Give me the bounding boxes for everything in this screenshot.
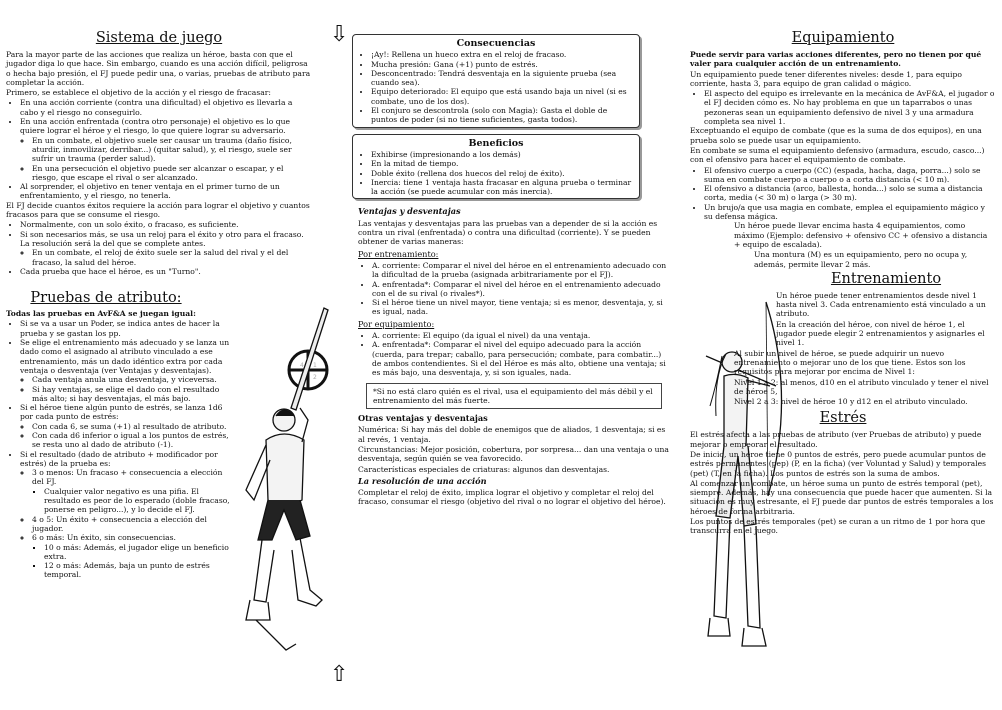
list-item: ◦ 4 o 5: Un éxito + consecuencia a elección del jugador.: [32, 515, 236, 534]
st-text: El estrés afecta a las pruebas de atributo (ver Pruebas de atributo) y puede mejorar o empeorar el resultado.: [690, 430, 982, 449]
list-item: • El aspecto del equipo es irrelevante en la mecánica de AvF&A, el jugador o el FJ deciden cómo es. No hay problema en que un taparrabos o unas pezoneras sean un equipamiento defensivo de nivel 3 y una armadura completa sea nivel 1.: [704, 89, 996, 126]
list-item: ◦ En un combate, el reloj de éxito suele ser la salud del rival y el del fracaso, la salud del héroe.: [32, 248, 312, 267]
decide-text: El FJ decide cuantos éxitos requiere la acción para lograr el objetivo y cuantos fracasos para que se consume el riesgo.: [6, 200, 310, 220]
beneficios-box: [352, 134, 640, 200]
list-item: • En una acción enfrentada (contra otro personaje) el objetivo es lo que quiere lograr el héroe y el riesgo, lo que quiere lograr su adversario. ◦ En un combate, el objetivo suele ser causar un trauma (daño físico, aturdir, inmovilizar, derribar...) (quitar salud), y, el riesgo, suele ser sufrir un trauma (perder salud). ◦ En una persecución el objetivo puede ser alcanzar o escapar, y el riesgo, que escape el rival o ser alcanzado.: [20, 117, 312, 182]
dial-number: 4: [300, 362, 304, 369]
column-consecuencias: [330, 0, 670, 508]
list-item: • Si el resultado (dado de atributo + modificador por estrés) de la prueba es: ◦ 3 o menos: Un fracaso + consecuencia a elección del FJ. ▪ Cualquier valor negativo es una pifia. El resultado es peor de lo esperado (doble fracaso, ponerse en peligro...), y lo decide el FJ. ◦ 4 o 5: Un éxito + consecuencia a elección del jugador. ◦ 6 o más: Un éxito, sin consecuencias. ▪ 10 o más: Además, el jugador elige un beneficio extra. ▪ 12 o más: Además, baja un punto de estrés temporal.: [20, 450, 236, 580]
section-title-resolucion: La resolución de una acción: [358, 475, 487, 486]
list-item: • A. corriente: Comparar el nivel del héroe en el entrenamiento adecuado con la dificultad de la prueba (asignada arbitrariamente por el FJ).: [372, 261, 670, 280]
list-item: • Si son necesarios más, se usa un reloj para el éxito y otro para el fracaso. La resolución será la del que se complete antes. ◦ En un combate, el reloj de éxito suele ser la salud del rival y el del fracaso, la salud del héroe.: [20, 230, 312, 267]
ventajas-intro: Las ventajas y desventajas para las pruebas van a depender de si la acción es contra un rival (enfrentada) o contra una dificultad (corriente). Y se pueden obtener de varias maneras:: [358, 218, 658, 247]
list-item: • A. enfrentada*: Comparar el nivel del equipo adecuado para la acción (cuerda, para trepar; caballo, para persecución; combate, para combatir...) de ambos contendientes. Si el del Héroe es más alto, obtiene una ventaja; si es más bajo, una desventaja, y, si son iguales, nada.: [372, 340, 670, 377]
pruebas-list: [6, 319, 236, 579]
list-item: ▪ 12 o más: Además, baja un punto de estrés temporal.: [44, 561, 236, 580]
tr-text: En la creación del héroe, con nivel de héroe 1, el jugador puede elegir 2 entrenamientos y asignarles el nivel 1.: [776, 319, 985, 348]
goal-list: [6, 98, 312, 200]
note-box: *Si no está claro quién es el rival, usa el equipamiento del más débil y el entrenamiento del más fuerte.: [366, 383, 662, 410]
section-title-pruebas: Pruebas de atributo:: [30, 290, 182, 307]
list-item: ▪ 10 o más: Además, el jugador elige un beneficio extra.: [44, 543, 236, 562]
eq-levels: Un equipamiento puede tener diferentes niveles: desde 1, para equipo corriente, hasta 3, para equipo de gran calidad o mágico.: [690, 69, 962, 88]
other-line: Características especiales de criaturas: algunos dan desventajas.: [358, 464, 610, 474]
subsection-title-entrenamiento: Por entrenamiento:: [358, 248, 439, 259]
subsection-title-equipamiento: Por equipamiento:: [358, 318, 435, 329]
dial-number: 1: [313, 362, 317, 369]
list-item: • Un brujo/a que usa magia en combate, emplea el equipamiento mágico y su defensa mágica.: [704, 203, 996, 222]
tr-req: Nivel 1 a 2: al menos, d10 en el atributo vinculado y tener el nivel de héroe 5,: [734, 377, 989, 396]
eq-combat: Exceptuando el equipo de combate (que es la suma de dos equipos), en una prueba solo se puede usar un equipamiento.: [690, 126, 982, 145]
section-title-entrenamiento: Entrenamiento: [830, 270, 942, 287]
list-item: • El conjuro se descontrola (solo con Magia): Gasta el doble de puntos de poder (si no tiene suficientes, gasta todos).: [371, 106, 633, 125]
list-item: ◦ En un combate, el objetivo suele ser causar un trauma (daño físico, aturdir, inmovilizar, derribar...) (quitar salud), y, el riesgo, suele ser sufrir un trauma (perder salud).: [32, 136, 312, 164]
list-item: ◦ 3 o menos: Un fracaso + consecuencia a elección del FJ. ▪ Cualquier valor negativo es una pifia. El resultado es peor de lo esperado (doble fracaso, ponerse en peligro...), y lo decide el FJ.: [32, 468, 236, 514]
box-title-consecuencias: Consecuencias: [456, 38, 536, 49]
eq-intro: Puede servir para varias acciones diferentes, pero no tienen por qué valer para cualquier acción de un entrenamiento.: [690, 50, 982, 69]
list-item: • A. enfrentada*: Comparar el nivel del héroe en el entrenamiento adecuado con el de su rival (o rivales*).: [372, 280, 670, 299]
st-text: Los puntos de estrés temporales (pet) se curan a un ritmo de 1 por hora que transcurra en el juego.: [690, 517, 986, 536]
section-title-equipamiento: Equipamiento: [791, 30, 895, 46]
list-item: • A. corriente: El equipo (da igual el nivel) da una ventaja.: [372, 331, 670, 340]
st-text: De inicio, un héroe tiene 0 puntos de estrés, pero puede acumular puntos de estrés permanentes (pep) (P, en la ficha) (ver Voluntad y Salud) y temporales (pet) (T, en la ficha). Los puntos de estrés son la suma de ambos.: [690, 449, 986, 478]
eq-max: Un héroe puede llevar encima hasta 4 equipamientos, como máximo (Ejemplo: defensivo + ofensivo CC + ofensivo a distancia + equipo de escalada).: [734, 221, 988, 249]
section-title-sistema: Sistema de juego: [95, 30, 223, 46]
list-item: • Inercia: tiene 1 ventaja hasta fracasar en alguna prueba o terminar la acción (se puede acumular con más inercia).: [371, 178, 633, 197]
list-item: ◦ Si hay ventajas, se elige el dado con el resultado más alto; si hay desventajas, el más bajo.: [32, 385, 236, 404]
list-item: • El ofensivo cuerpo a cuerpo (CC) (espada, hacha, daga, porra...) solo se suma en combate cuerpo a cuerpo o a corta distancia (< 10 m).: [704, 166, 996, 185]
list-item: • Cada prueba que hace el héroe, es un "Turno".: [20, 267, 312, 276]
column-equipamiento: [690, 0, 996, 537]
list-item: • Mucha presión: Gana (+1) punto de estrés.: [371, 60, 633, 69]
tr-text: Al subir un nivel de héroe, se puede adquirir un nuevo entrenamiento o mejorar uno de los que tiene. Estos son los requisitos para mejorar por encima de Nivel 1:: [734, 348, 966, 377]
list-item: • Desconcentrado: Tendrá desventaja en la siguiente prueba (sea cuando sea).: [371, 69, 633, 88]
st-text: Al comenzar un combate, un héroe suma un punto de estrés temporal (pet), siempre. Además, hay una consecuencia que puede hacer que aumenten. Si la situación es muy estresante, el FJ puede dar puntos de estrés temporales a los héroes de forma arbitraria.: [690, 478, 994, 516]
list-item: • El ofensivo a distancia (arco, ballesta, honda...) solo se suma a distancia corta, media (< 30 m) o larga (> 30 m).: [704, 184, 996, 203]
decide-list: [6, 220, 312, 276]
list-item: • Se elige el entrenamiento más adecuado y se lanza un dado como el asignado al atributo vinculado a ese entrenamiento, más un dado idéntico extra por cada ventaja o desventaja (ver Ventajas y desventajas). ◦ Cada ventaja anula una desventaja, y viceversa. ◦ Si hay ventajas, se elige el dado con el resultado más alto; si hay desventajas, el más bajo.: [20, 338, 236, 403]
first-text: Primero, se establece el objetivo de la acción y el riesgo de fracasar:: [6, 88, 271, 98]
barbarian-warrior-illustration: [236, 300, 336, 700]
list-item: ◦ 6 o más: Un éxito, sin consecuencias. ▪ 10 o más: Además, el jugador elige un beneficio extra. ▪ 12 o más: Además, baja un punto de estrés temporal.: [32, 533, 236, 579]
box-title-beneficios: Beneficios: [468, 137, 524, 149]
pruebas-intro: Todas las pruebas en AvF&A se juegan igual:: [6, 309, 196, 319]
list-item: • Si se va a usar un Poder, se indica antes de hacer la prueba y se gastan los pp.: [20, 319, 236, 338]
consecuencias-box: [352, 34, 640, 128]
list-item: • Exhibirse (impresionando a los demás): [371, 150, 633, 159]
eq-mount: Una montura (M) es un equipamiento, pero no ocupa y, además, permite llevar 2 más.: [754, 250, 968, 269]
list-item: • En una acción corriente (contra una dificultad) el objetivo es llevarla a cabo y el riesgo no conseguirlo.: [20, 98, 312, 117]
up-arrow-icon: ⇧: [330, 662, 349, 687]
section-title-estres: Estrés: [819, 410, 867, 427]
tr-text: Un héroe puede tener entrenamientos desde nivel 1 hasta nivel 3. Cada entrenamiento está vinculado a un atributo.: [776, 290, 986, 319]
list-item: • Equipo deteriorado: El equipo que está usando baja un nivel (si es combate, uno de los dos).: [371, 87, 633, 106]
list-item: ◦ Con cada d6 inferior o igual a los puntos de estrés, se resta uno al dado de atributo (-1).: [32, 431, 236, 450]
list-item: • Si el héroe tiene un nivel mayor, tiene ventaja; si es menor, desventaja, y, si es igual, nada.: [372, 298, 670, 317]
intro-text: Para la mayor parte de las acciones que realiza un héroe, basta con que el jugador diga lo que hace. Sin embargo, cuando es una acción difícil, peligrosa o hecha bajo presión, el FJ puede pedir una, o varias, pruebas de atributo para completar la acción.: [6, 50, 311, 87]
tr-req: Nivel 2 a 3: nivel de héroe 10 y d12 en el atributo vinculado.: [734, 397, 968, 407]
list-item: ◦ Cada ventaja anula una desventaja, y viceversa.: [32, 375, 236, 384]
other-line: Circunstancias: Mejor posición, cobertura, por sorpresa... dan una ventaja o una desventaja, según quién se vea favorecido.: [358, 444, 669, 464]
other-line: Numérica: Si hay más del doble de enemigos que de aliados, 1 desventaja; si es al revés, 1 ventaja.: [358, 425, 666, 444]
section-title-otras: Otras ventajas y desventajas: [358, 413, 488, 424]
list-item: • Si el héroe tiene algún punto de estrés, se lanza 1d6 por cada punto de estrés: ◦ Con cada 6, se suma (+1) al resultado de atributo. ◦ Con cada d6 inferior o igual a los puntos de estrés, se resta uno al dado de atributo (-1).: [20, 403, 236, 449]
down-arrow-icon: ⇩: [330, 22, 349, 47]
eq-combat2: En combate se suma el equipamiento defensivo (armadura, escudo, casco...) con el ofensivo para hacer el equipamiento de combate.: [690, 145, 985, 165]
list-item: ◦ En una persecución el objetivo puede ser alcanzar o escapar, y el riesgo, que escape el rival o ser alcanzado.: [32, 164, 312, 183]
list-item: ▪ Cualquier valor negativo es una pifia. El resultado es peor de lo esperado (doble fracaso, ponerse en peligro...), y lo decide el FJ.: [44, 487, 236, 515]
list-item: • Al sorprender, el objetivo en tener ventaja en el primer turno de un enfrentamiento, y el riesgo, no tenerla.: [20, 182, 312, 201]
list-item: ◦ Con cada 6, se suma (+1) al resultado de atributo.: [32, 422, 236, 431]
dial-number: 2: [313, 374, 317, 381]
list-item: • En la mitad de tiempo.: [371, 159, 633, 168]
resolucion-text: Completar el reloj de éxito, implica lograr el objetivo y completar el reloj del fracaso, consumar el riesgo (objetivo del rival o no lograr el objetivo del héroe).: [358, 488, 666, 507]
list-item: • Normalmente, con un solo éxito, o fracaso, es suficiente.: [20, 220, 312, 229]
list-item: • Doble éxito (rellena dos huecos del reloj de éxito).: [371, 169, 633, 178]
section-title-ventajas: Ventajas y desventajas: [358, 206, 461, 217]
list-item: • ¡Ay!: Rellena un hueco extra en el reloj de fracaso.: [371, 50, 633, 59]
